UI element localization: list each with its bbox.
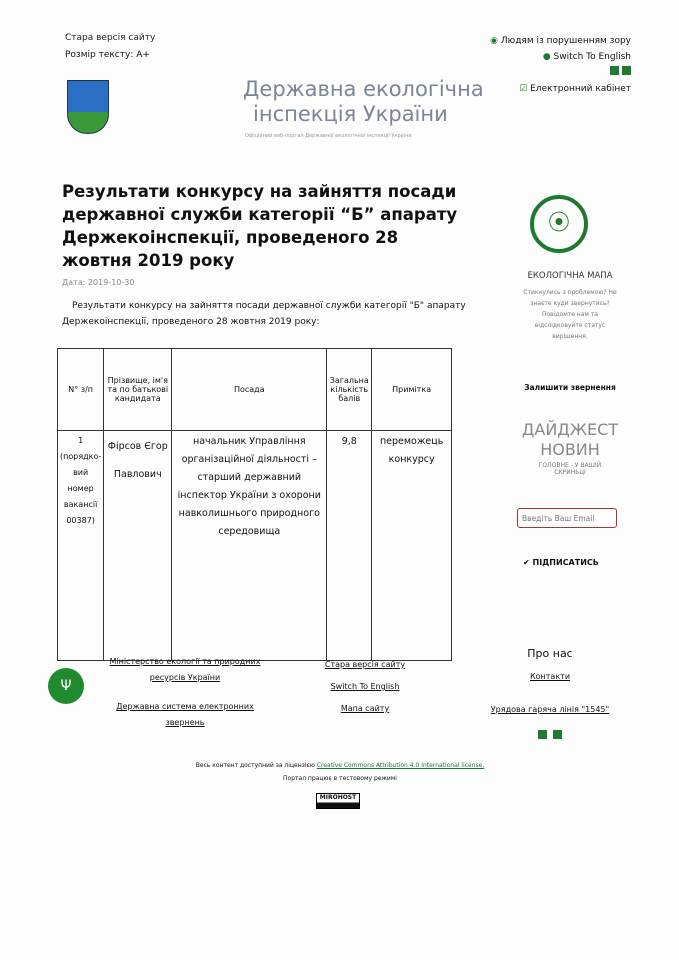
accessibility-link[interactable] bbox=[490, 33, 631, 49]
twitter-icon[interactable] bbox=[622, 66, 631, 75]
footer-old-site-link[interactable]: Стара версія сайту bbox=[324, 660, 406, 669]
twitter-icon[interactable] bbox=[553, 730, 562, 739]
article-title: Результати конкурсу на зайняття посади державної служби категорії “Б” апарату Держекоінспекції, проведеного 28 жовтня 2019 року bbox=[62, 182, 458, 270]
text-size-label: Розмір тексту: bbox=[65, 50, 134, 60]
about-heading: Про нас bbox=[527, 647, 573, 660]
eye-icon: ◉ bbox=[490, 36, 501, 46]
clipboard-icon: ☑ bbox=[519, 84, 531, 94]
contacts-link[interactable]: Контакти bbox=[529, 672, 571, 681]
facebook-icon[interactable] bbox=[610, 66, 619, 75]
sitemap-link[interactable]: Мапа сайту bbox=[340, 704, 390, 713]
header-cell: Примітка bbox=[372, 349, 452, 431]
header-cell: N° з/п bbox=[58, 349, 104, 431]
text-size-icon[interactable]: A+ bbox=[136, 50, 150, 60]
cell-note: переможець конкурсу bbox=[372, 431, 452, 661]
site-subtitle: Офіційний веб-портал Державної екологічної інспекції України bbox=[245, 133, 412, 139]
cabinet-link[interactable] bbox=[490, 81, 631, 97]
old-site-link[interactable]: Стара версія сайту bbox=[65, 33, 156, 43]
e-appeals-link[interactable]: Державна система електронних звернень bbox=[116, 702, 254, 727]
facebook-icon[interactable] bbox=[538, 730, 547, 739]
header-cell: Прізвище, ім'я та по батькові кандидата bbox=[104, 349, 172, 431]
site-name-line1: Державна екологічна bbox=[243, 77, 484, 101]
mirohost-logo[interactable] bbox=[316, 793, 360, 809]
cabinet-label: Електронний кабінет bbox=[530, 84, 631, 94]
header-cell: Посада bbox=[172, 349, 327, 431]
digest-title: ДАЙДЖЕСТ НОВИН bbox=[521, 420, 619, 459]
header-right-links bbox=[490, 33, 631, 97]
leave-request-link[interactable]: Залишити звернення bbox=[524, 383, 616, 392]
site-name[interactable] bbox=[243, 77, 484, 127]
header-cell: Загальна кількість балів bbox=[327, 349, 372, 431]
eco-map-text: Стикнулись з проблемою? Не знаєте куди звернутись? Повідомте нам та відслідковуйте статус вирішення. bbox=[523, 289, 617, 340]
subscribe-label: ПІДПИСАТИСЬ bbox=[532, 558, 599, 567]
results-table bbox=[57, 348, 452, 661]
cell-number: 1 (порядко-вий номер вакансії 00387) bbox=[58, 431, 104, 661]
trident-logo[interactable]: Ψ bbox=[48, 668, 84, 704]
hotline-link[interactable]: Урядова гаряча лінія "1545" bbox=[490, 705, 610, 714]
mirohost-label: MIROHOST bbox=[319, 794, 357, 801]
article-date: Дата: 2019-10-30 bbox=[62, 278, 135, 287]
accessibility-label: Людям із порушенням зору bbox=[500, 36, 631, 46]
subscribe-button[interactable] bbox=[523, 558, 599, 567]
footer-switch-language-link[interactable]: Switch To English bbox=[330, 682, 400, 691]
table-row bbox=[58, 431, 452, 661]
digest-subtitle: ГОЛОВНЕ - У ВАШІЙ СКРИНЬЦІ bbox=[538, 462, 602, 476]
ministry-link[interactable]: Міністерство екології та природних ресурсів України bbox=[109, 657, 261, 682]
email-input[interactable] bbox=[517, 508, 617, 528]
text-size-control[interactable] bbox=[65, 50, 150, 60]
license-link[interactable]: Creative Commons Attribution 4.0 International license. bbox=[316, 762, 485, 769]
switch-language-label: Switch To English bbox=[553, 52, 631, 62]
license-prefix: Весь контент доступний за ліцензією bbox=[195, 762, 315, 769]
map-pin-icon[interactable]: ⦿ bbox=[530, 195, 588, 253]
coat-of-arms-logo[interactable] bbox=[67, 80, 109, 134]
switch-language-link[interactable] bbox=[490, 49, 631, 65]
table-header-row bbox=[58, 349, 452, 431]
test-mode-text: Портал працює в тестовому режимі bbox=[283, 775, 397, 782]
eco-map-title[interactable]: ЕКОЛОГІЧНА МАПА bbox=[527, 271, 613, 281]
site-name-line2: інспекція України bbox=[253, 102, 448, 126]
article-intro: Результати конкурсу на зайняття посади державної служби категорії "Б" апарату Держекоінспекції, проведеного 28 жовтня 2019 року: bbox=[62, 301, 466, 327]
cell-score: 9,8 bbox=[327, 431, 372, 661]
cell-position: начальник Управління організаційної діяльності – старший державний інспектор України з охорони навколишнього природного середовища bbox=[172, 431, 327, 661]
globe-icon: ● bbox=[542, 52, 554, 62]
check-icon: ✔ bbox=[523, 558, 533, 567]
cell-name: Фірсов Єгор Павлович bbox=[104, 431, 172, 661]
license-text bbox=[100, 762, 580, 769]
